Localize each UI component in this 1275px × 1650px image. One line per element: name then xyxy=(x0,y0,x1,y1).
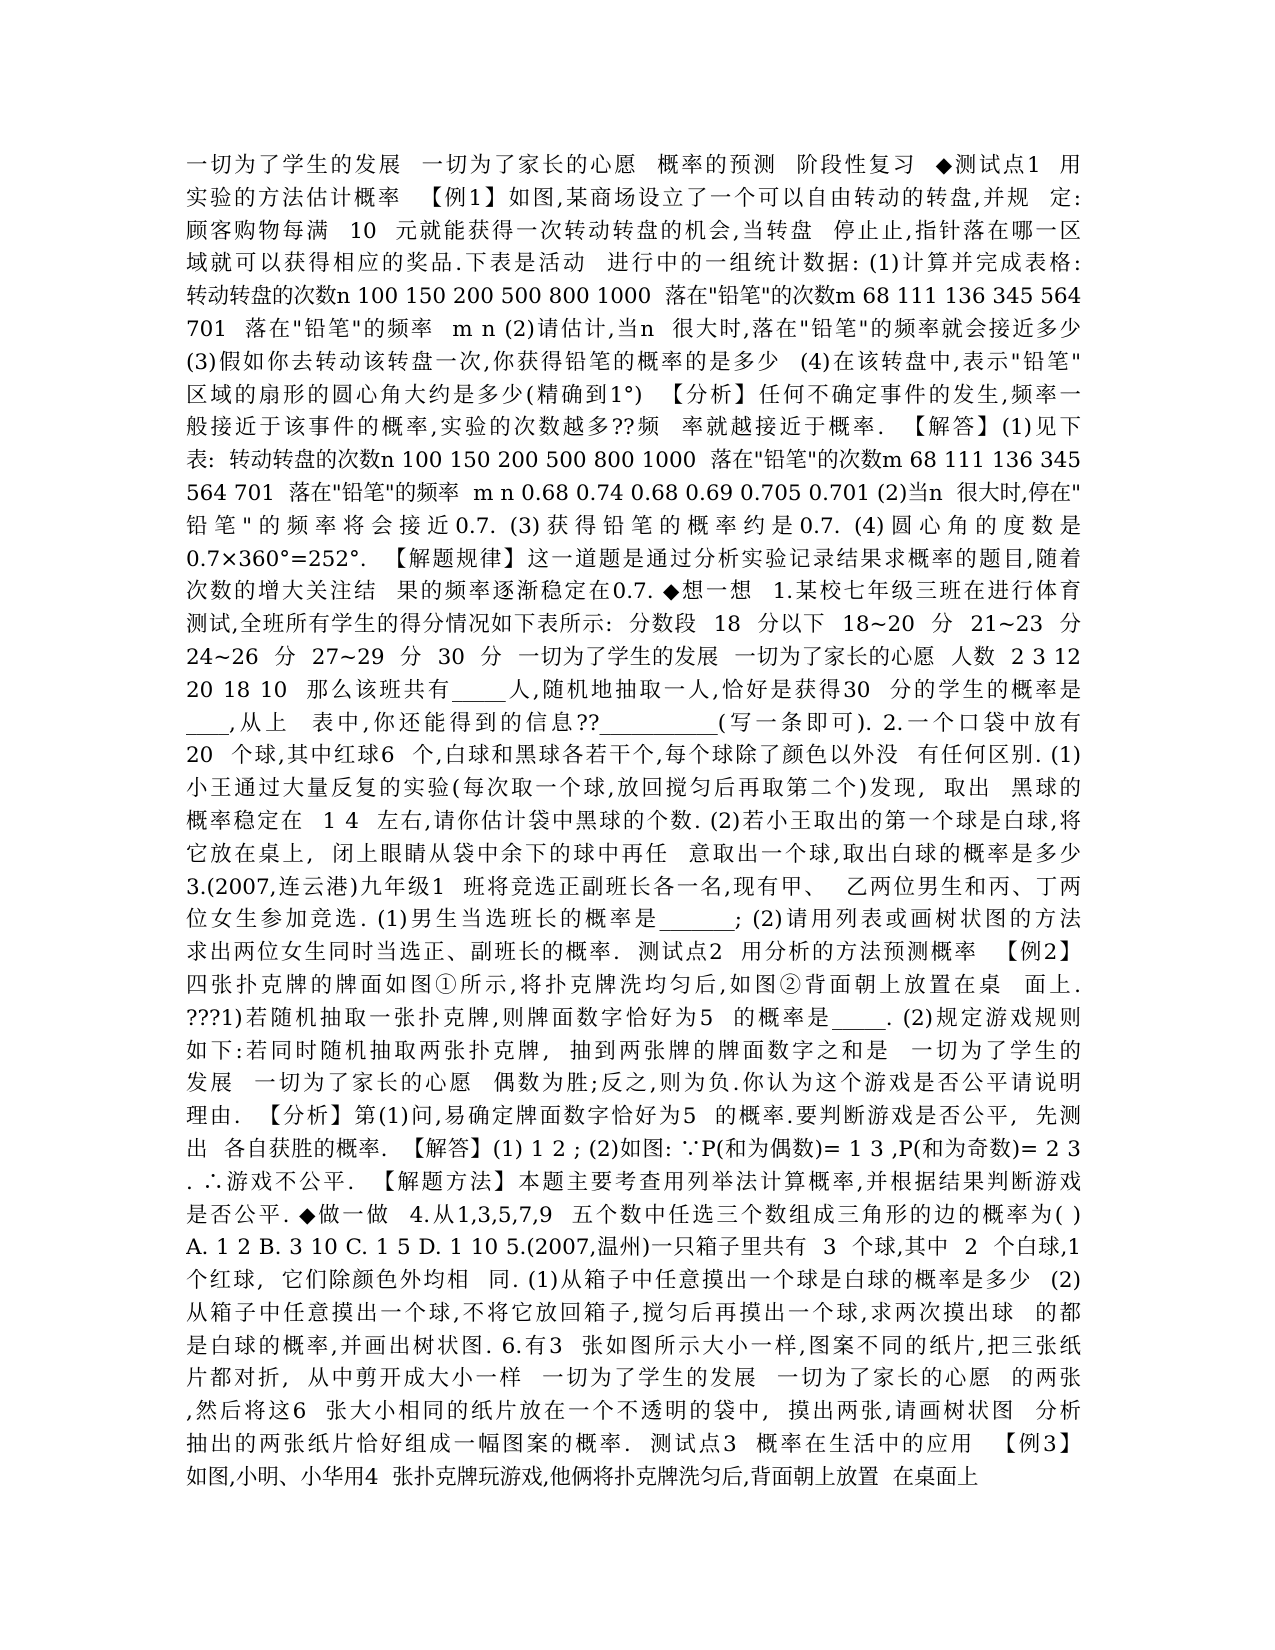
text-line: 564 701 落在"铅笔"的频率 m n 0.68 0.74 0.68 0.69 0.705 0.701 (2)当n 很大时,停在" xyxy=(186,480,1081,506)
text-line: ,然后将这6 张大小相同的纸片放在一个不透明的袋中, 摸出两张,请画树状图 分析 xyxy=(186,1399,1081,1425)
text-line: . ∴游戏不公平. 【解题方法】本题主要考查用列举法计算概率,并根据结果判断游戏 xyxy=(186,1169,1081,1195)
text-line: 是否公平. ◆做一做 4.从1,3,5,7,9 五个数中任选三个数组成三角形的边的概率为( ) xyxy=(186,1202,1081,1228)
text-line: 顾客购物每满 10 元就能获得一次转动转盘的机会,当转盘 停止止,指针落在哪一区 xyxy=(186,218,1081,244)
text-line: 它放在桌上, 闭上眼睛从袋中余下的球中再任 意取出一个球,取出白球的概率是多少 xyxy=(186,841,1081,867)
text-line: ____,从上 表中,你还能得到的信息??___________(写一条即可). 2.一个口袋中放有 xyxy=(186,710,1081,736)
text-line: 3.(2007,连云港)九年级1 班将竞选正副班长各一名,现有甲、 乙两位男生和丙、丁两 xyxy=(186,874,1081,900)
text-line: 从箱子中任意摸出一个球,不将它放回箱子,搅匀后再摸出一个球,求两次摸出球 的都 xyxy=(186,1300,1081,1326)
text-line: 概率稳定在 1 4 左右,请你估计袋中黑球的个数. (2)若小王取出的第一个球是白球,将 xyxy=(186,808,1081,834)
text-line: 求出两位女生同时当选正、副班长的概率. 测试点2 用分析的方法预测概率 【例2】 xyxy=(186,940,1081,966)
text-line: 20 个球,其中红球6 个,白球和黑球各若干个,每个球除了颜色以外没 有任何区别. (1) xyxy=(186,743,1081,769)
text-line: 表: 转动转盘的次数n 100 150 200 500 800 1000 落在"铅笔"的次数m 68 111 136 345 xyxy=(186,448,1081,474)
document-page xyxy=(186,150,1081,1495)
text-line: 如图,小明、小华用4 张扑克牌玩游戏,他俩将扑克牌洗匀后,背面朝上放置 在桌面上 xyxy=(186,1464,979,1490)
text-line: 实验的方法估计概率 【例1】如图,某商场设立了一个可以自由转动的转盘,并规 定: xyxy=(186,185,1081,211)
text-line: 转动转盘的次数n 100 150 200 500 800 1000 落在"铅笔"的次数m 68 111 136 345 564 xyxy=(186,284,1081,310)
text-line: 小王通过大量反复的实验(每次取一个球,放回搅匀后再取第二个)发现, 取出 黑球的 xyxy=(186,776,1081,802)
text-line: (3)假如你去转动该转盘一次,你获得铅笔的概率的是多少 (4)在该转盘中,表示"铅笔" xyxy=(186,349,1081,375)
text-line: 区域的扇形的圆心角大约是多少(精确到1°) 【分析】任何不确定事件的发生,频率一 xyxy=(186,382,1081,408)
text-line: 片都对折, 从中剪开成大小一样 一切为了学生的发展 一切为了家长的心愿 的两张 xyxy=(186,1366,1081,1392)
text-line: 发展 一切为了家长的心愿 偶数为胜;反之,则为负.你认为这个游戏是否公平请说明 xyxy=(186,1071,1081,1097)
text-line: 20 18 10 那么该班共有_____人,随机地抽取一人,恰好是获得30 分的学生的概率是 xyxy=(186,677,1081,703)
text-line: 抽出的两张纸片恰好组成一幅图案的概率. 测试点3 概率在生活中的应用 【例3】 xyxy=(186,1432,1081,1458)
text-line: 一切为了学生的发展 一切为了家长的心愿 概率的预测 阶段性复习 ◆测试点1 用 xyxy=(186,153,1081,178)
text-line: ???1)若随机抽取一张扑克牌,则牌面数字恰好为5 的概率是_____. (2)规定游戏规则 xyxy=(186,1005,1081,1031)
text-line: 个红球, 它们除颜色外均相 同. (1)从箱子中任意摸出一个球是白球的概率是多少 (2) xyxy=(186,1268,1081,1294)
text-line: 位女生参加竞选. (1)男生当选班长的概率是_______; (2)请用列表或画树状图的方法 xyxy=(186,907,1081,933)
text-line: 如下:若同时随机抽取两张扑克牌, 抽到两张牌的牌面数字之和是 一切为了学生的 xyxy=(186,1038,1081,1064)
text-line: 四张扑克牌的牌面如图①所示,将扑克牌洗均匀后,如图②背面朝上放置在桌 面上. xyxy=(186,972,1081,998)
text-line: 0.7×360°=252°. 【解题规律】这一道题是通过分析实验记录结果求概率的题目,随着 xyxy=(186,546,1081,572)
text-line: 测试,全班所有学生的得分情况如下表所示: 分数段 18 分以下 18~20 分 21~23 分 xyxy=(186,612,1081,638)
text-line: 理由. 【分析】第(1)问,易确定牌面数字恰好为5 的概率.要判断游戏是否公平, 先测 xyxy=(186,1104,1081,1130)
text-line: 是白球的概率,并画出树状图. 6.有3 张如图所示大小一样,图案不同的纸片,把三张纸 xyxy=(186,1333,1081,1359)
text-line: 出 各自获胜的概率. 【解答】(1) 1 2 ; (2)如图: ∵P(和为偶数)= 1 3 ,P(和为奇数)= 2 3 xyxy=(186,1136,1081,1162)
text-line: A. 1 2 B. 3 10 C. 1 5 D. 1 10 5.(2007,温州)一只箱子里共有 3 个球,其中 2 个白球,1 xyxy=(186,1235,1081,1261)
text-line: 域就可以获得相应的奖品.下表是活动 进行中的一组统计数据: (1)计算并完成表格: xyxy=(186,251,1081,277)
text-line: 般接近于该事件的概率,实验的次数越多??频 率就越接近于概率. 【解答】(1)见下 xyxy=(186,415,1081,441)
text-line: 次数的增大关注结 果的频率逐渐稳定在0.7. ◆想一想 1.某校七年级三班在进行体育 xyxy=(186,579,1081,605)
text-line: 24~26 分 27~29 分 30 分 一切为了学生的发展 一切为了家长的心愿 人数 2 3 12 xyxy=(186,644,1081,670)
text-line: 铅笔"的频率将会接近0.7. (3)获得铅笔的概率约是0.7. (4)圆心角的度数是 xyxy=(186,513,1081,539)
text-line: 701 落在"铅笔"的频率 m n (2)请估计,当n 很大时,落在"铅笔"的频率就会接近多少 xyxy=(186,316,1081,342)
